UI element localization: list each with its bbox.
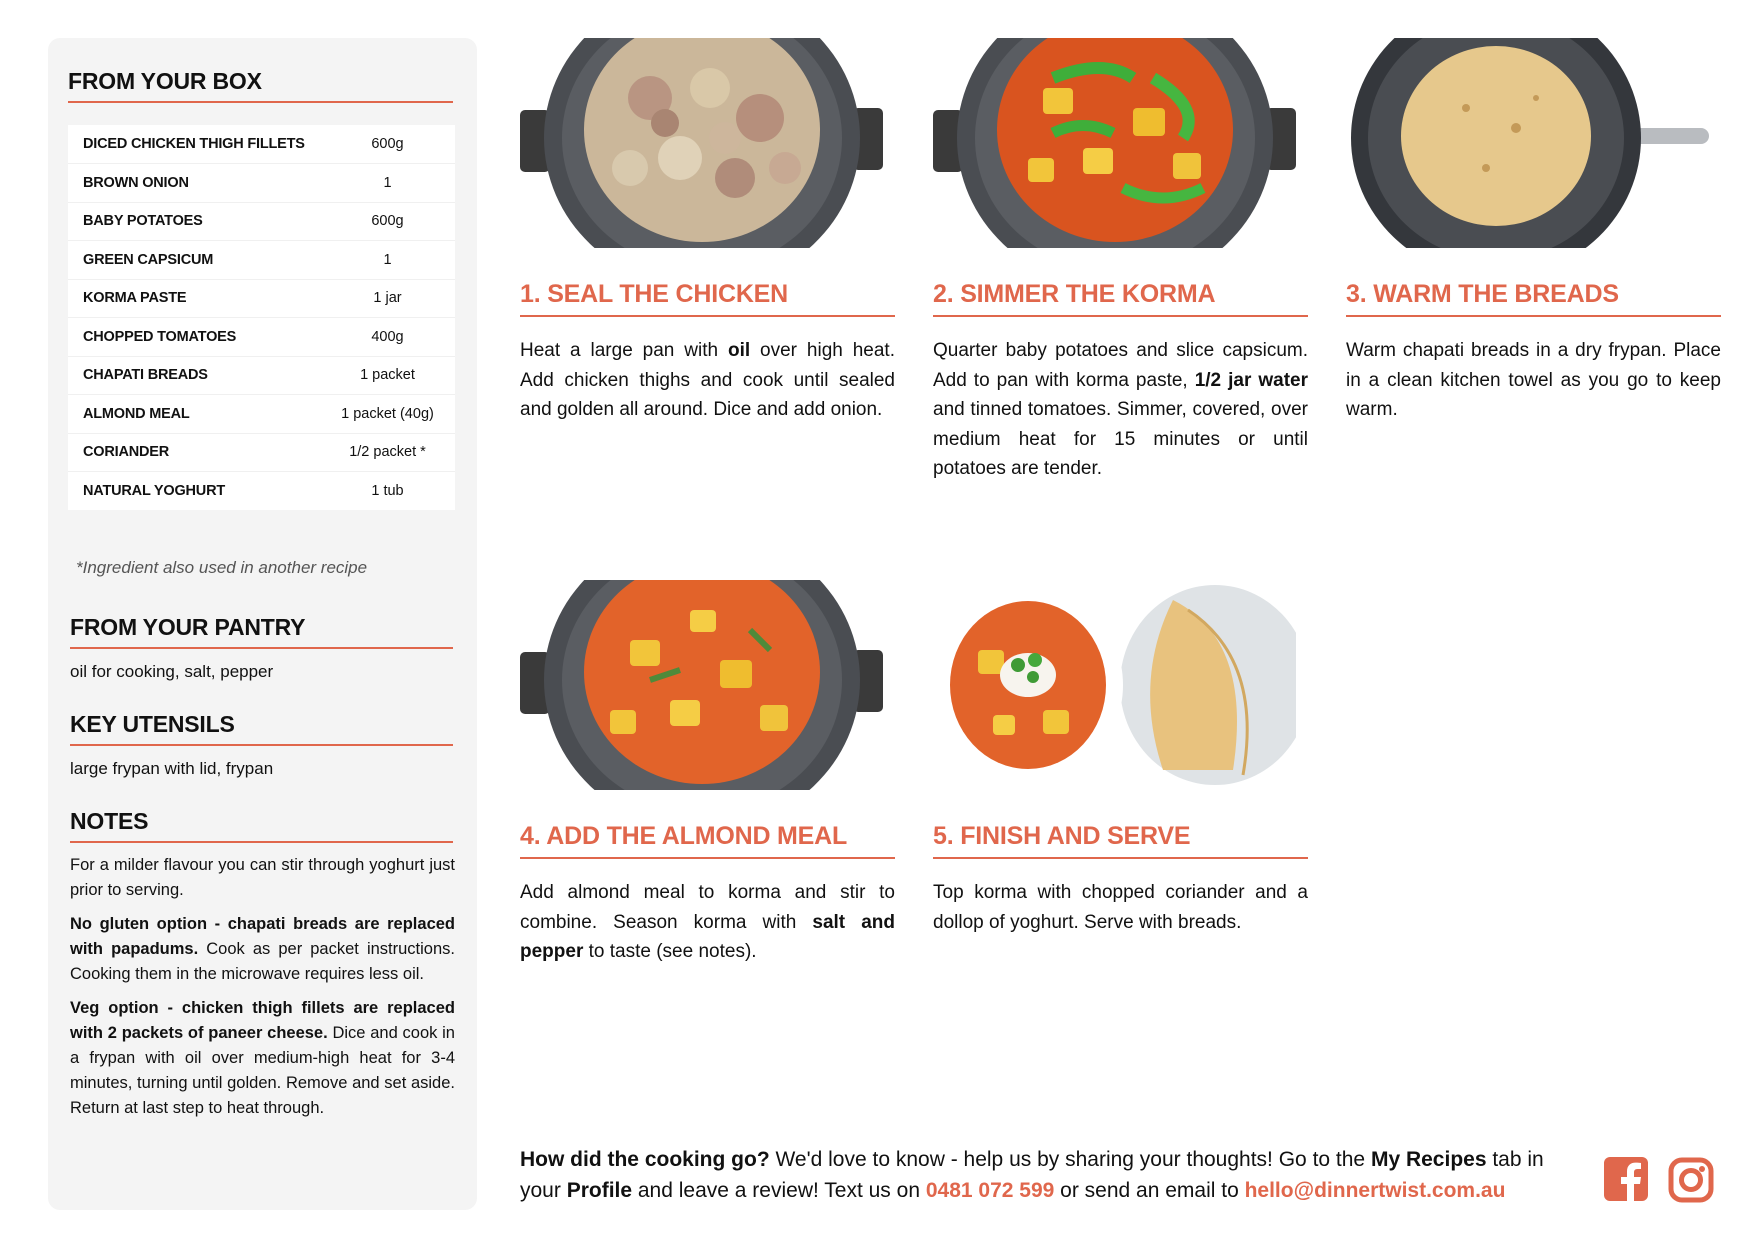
step-5-title: 5. FINISH AND SERVE	[933, 822, 1308, 859]
note-gluten-title: No gluten option - chapati breads are replaced with papadums.	[70, 915, 455, 958]
footnote: *Ingredient also used in another recipe	[76, 558, 368, 577]
ingredient-qty: 1 packet	[360, 367, 415, 384]
step-1-text: Heat a large pan with	[520, 340, 728, 361]
step-4-title: 4. ADD THE ALMOND MEAL	[520, 822, 895, 859]
step-3-title: 3. WARM THE BREADS	[1346, 280, 1721, 317]
table-row	[68, 356, 455, 395]
step-1-bold: oil	[727, 340, 751, 361]
utensils-text: large frypan with lid, frypan	[70, 759, 274, 778]
feedback-text: We'd love to know - help us by sharing your thoughts! Go to the	[769, 1148, 1371, 1171]
step-3-body	[1346, 336, 1721, 425]
my-recipes-label: My Recipes	[1370, 1148, 1487, 1171]
note-veg	[70, 996, 455, 1121]
ingredient-qty: 600g	[371, 213, 404, 230]
ingredient-qty: 1 jar	[373, 290, 402, 307]
step-4-body	[520, 878, 895, 967]
step-2-body	[933, 336, 1308, 484]
notes-heading: NOTES	[70, 808, 453, 843]
step-1-photo	[520, 38, 883, 248]
step-3-text: Warm chapati breads in a dry frypan. Place in a clean kitchen towel as you go to keep warm.	[1346, 340, 1721, 420]
step-1-body	[520, 336, 895, 425]
ingredient-name: ALMOND MEAL	[83, 405, 190, 422]
ingredient-qty: 1	[383, 251, 392, 268]
step-2-photo	[933, 38, 1296, 248]
ingredient-name: CORIANDER	[83, 444, 170, 461]
table-row	[68, 318, 455, 357]
step-2-text-2: and tinned tomatoes. Simmer, covered, over medium heat for 15 minutes or until potatoes are tender.	[933, 399, 1308, 479]
step-5-text: Top korma with chopped coriander and a dollop of yoghurt. Serve with breads.	[933, 882, 1308, 933]
table-row	[68, 395, 455, 434]
ingredient-qty: 600g	[371, 136, 404, 152]
note-milder: For a milder flavour you can stir through yoghurt just prior to serving.	[70, 856, 455, 899]
ingredient-name: CHOPPED TOMATOES	[83, 328, 237, 345]
box-heading: FROM YOUR BOX	[68, 68, 453, 103]
ingredient-qty: 1/2 packet *	[349, 444, 426, 461]
step-1-text-2: over high heat. Add chicken thighs and cook until sealed and golden all around. Dice and add onion.	[520, 340, 895, 420]
note-gluten-text: Cook as per packet instructions. Cooking them in the microwave requires less oil.	[70, 940, 455, 983]
notes-body	[70, 853, 455, 1130]
step-3-photo	[1346, 38, 1709, 248]
table-row	[68, 164, 455, 203]
step-1-title: 1. SEAL THE CHICKEN	[520, 280, 895, 317]
table-row	[68, 202, 455, 241]
ingredient-name: BABY POTATOES	[83, 213, 203, 230]
feedback-footer	[520, 1144, 1580, 1206]
step-4-text-2: to taste (see notes).	[583, 941, 757, 962]
note-veg-title: Veg option - chicken thigh fillets are replaced with 2 packets of paneer cheese.	[70, 999, 455, 1042]
ingredient-name: GREEN CAPSICUM	[83, 251, 214, 268]
note-veg-text: Dice and cook in a frypan with oil over medium-high heat for 3-4 minutes, turning until golden. Remove and set aside. Return at last step to heat through.	[70, 1024, 455, 1117]
feedback-text-2: tab in your	[520, 1148, 1544, 1202]
ingredient-name: BROWN ONION	[83, 174, 189, 191]
note-gluten	[70, 912, 455, 987]
ingredient-name: NATURAL YOGHURT	[83, 483, 226, 499]
step-2-bold: 1/2 jar water	[1194, 369, 1308, 391]
step-2-title: 2. SIMMER THE KORMA	[933, 280, 1308, 317]
table-row	[68, 433, 455, 472]
phone-link[interactable]: 0481 072 599	[925, 1179, 1055, 1202]
table-row	[68, 472, 455, 511]
ingredient-qty: 1 packet (40g)	[341, 405, 434, 422]
step-4-photo	[520, 580, 883, 790]
utensils-heading: KEY UTENSILS	[70, 711, 453, 746]
ingredient-qty: 1 tub	[371, 483, 404, 499]
ingredients-table	[68, 125, 455, 510]
ingredient-qty: 1	[383, 174, 392, 191]
table-row	[68, 125, 455, 164]
table-row	[68, 279, 455, 318]
facebook-icon[interactable]	[1604, 1157, 1648, 1206]
instagram-icon[interactable]	[1668, 1157, 1714, 1208]
feedback-text-3: and leave a review! Text us on	[632, 1179, 926, 1202]
step-4-bold: salt and pepper	[520, 911, 895, 962]
step-4-text: Add almond meal to korma and stir to combine. Season korma with	[520, 882, 895, 933]
ingredient-qty: 400g	[371, 328, 404, 345]
pantry-heading: FROM YOUR PANTRY	[70, 614, 453, 649]
ingredient-name: DICED CHICKEN THIGH FILLETS	[83, 136, 305, 152]
pantry-text: oil for cooking, salt, pepper	[70, 662, 274, 681]
ingredient-name: CHAPATI BREADS	[83, 367, 208, 384]
feedback-question: How did the cooking go?	[520, 1148, 770, 1171]
ingredient-name: KORMA PASTE	[83, 290, 187, 307]
ingredients-sidebar	[48, 38, 477, 1210]
feedback-text-4: or send an email to	[1054, 1179, 1245, 1202]
step-5-body	[933, 878, 1308, 937]
step-2-text: Quarter baby potatoes and slice capsicum. Add to pan with korma paste,	[933, 340, 1308, 391]
profile-label: Profile	[566, 1179, 633, 1202]
email-link[interactable]: hello@dinnertwist.com.au	[1244, 1179, 1506, 1202]
step-5-photo	[933, 580, 1296, 790]
table-row	[68, 241, 455, 280]
